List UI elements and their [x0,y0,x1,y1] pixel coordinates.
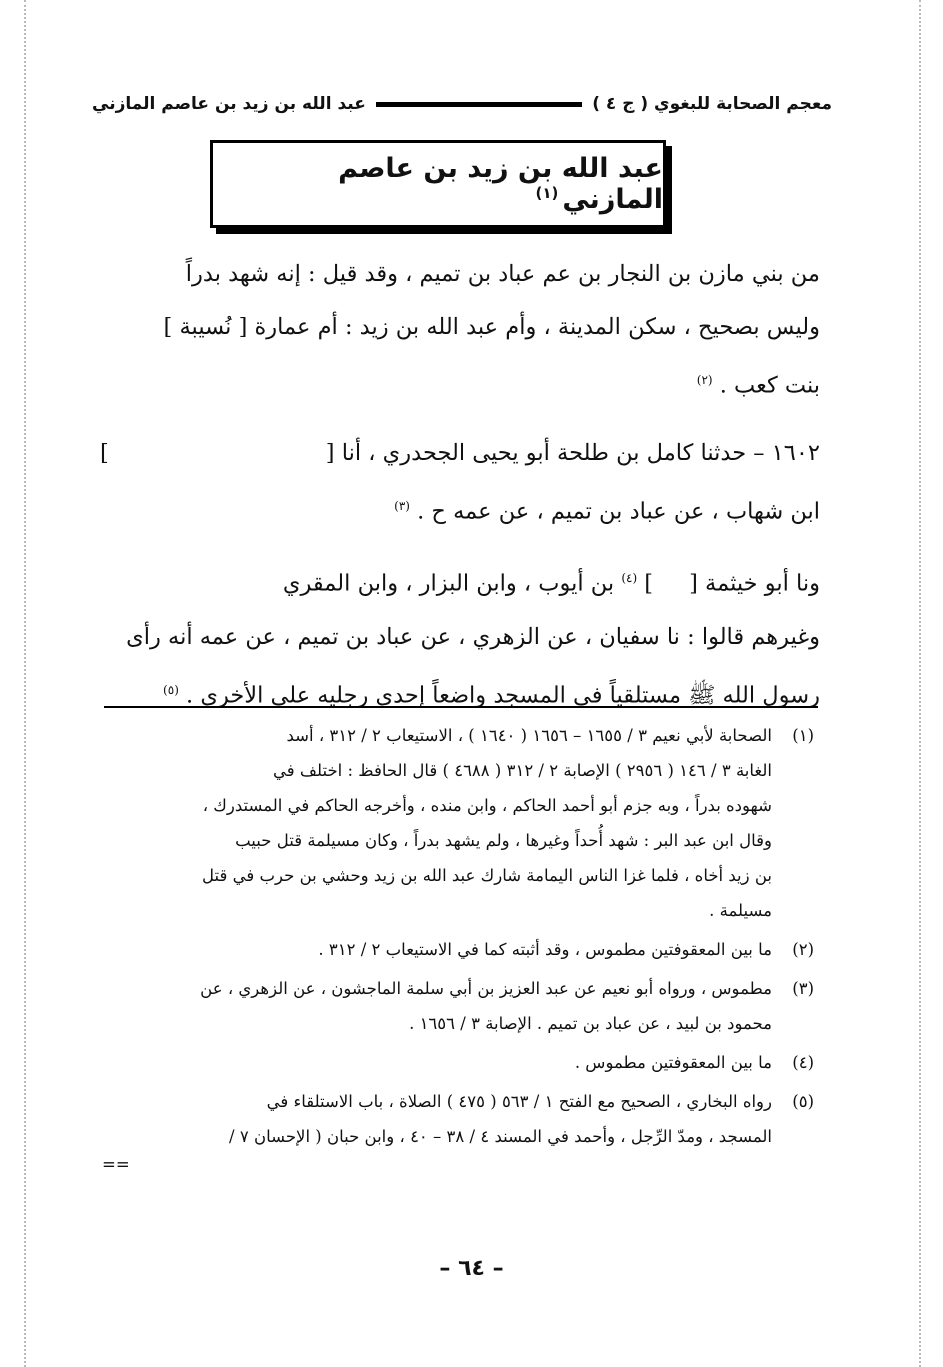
hadith-line-end: ] [100,439,109,466]
footnote-line: وقال ابن عبد البر : شهد أُحداً وغيرها ، ولم يشهد بدراً ، وكان مسيلمة قتل حبيب [235,831,772,850]
footnote-line: المسجد ، ومدّ الرِّجل ، وأحمد في المسند ٤ / ٣٨ – ٤٠ ، وابن حبان ( الإحسان ٧ / [229,1127,772,1146]
footnote-line: مطموس ، ورواه أبو نعيم عن عبد العزيز بن أبي سلمة الماجشون ، عن الزهري ، عن [200,979,772,998]
entry-title: عبد الله بن زيد بن عاصم المازني [92,94,366,114]
chain-note-mark: (٣) [394,498,410,513]
intro-line-3 [100,354,820,413]
second-chain-rest: بن أيوب ، وابن البزار ، وابن المقري [282,570,615,597]
footnote-text [100,718,772,928]
footnote-number: (١) [792,726,814,745]
footnote-continuation-mark: == [102,1155,130,1174]
running-header [92,84,832,124]
title-box [210,140,666,228]
footnote-5 [100,1084,814,1176]
intro-line-2: وليس بصحيح ، سكن المدينة ، وأم عبد الله بن زيد : أم عمارة [ نُسيبة ] [163,314,820,340]
footnote-line: شهوده بدراً ، وبه جزم أبو أحمد الحاكم ، وابن منده ، وأخرجه الحاكم في المستدرك ، [202,796,772,815]
footnote-line: الغابة ٣ / ١٤٦ ( ٢٩٥٦ ) الإصابة ٢ / ٣١٢ ( ٤٦٨٨ ) قال الحافظ : اختلف في [273,761,772,780]
footnote-3 [100,971,814,1041]
footnote-number: (٢) [792,940,814,959]
chain-line [100,480,820,539]
footnote-line: رواه البخاري ، الصحيح مع الفتح ١ / ٥٦٣ ( ٤٧٥ ) الصلاة ، باب الاستلقاء في [266,1092,772,1111]
header-rule [376,102,582,107]
hadith-line-start: ١٦٠٢ – حدثنا كامل بن طلحة أبو يحيى الجحدري ، أنا [ [325,439,820,466]
second-chain-line [100,552,820,611]
intro-line-3-text: بنت كعب . [719,372,820,399]
footnote-text [100,1084,772,1176]
footnote-separator [104,706,818,708]
footnote-4 [100,1045,814,1080]
footnote-line: ما بين المعقوفتين مطموس ، وقد أثبته كما في الاستيعاب ٢ / ٣١٢ . [318,940,772,959]
left-margin-dots [24,0,26,1367]
matn-line-2-text: رسول الله ﷺ مستلقياً في المسجد واضعاً إحدى رجليه على الأخرى . [186,682,820,708]
chain-line-text: ابن شهاب ، عن عباد بن تميم ، عن عمه ح . [417,498,820,524]
footnote-line: مسيلمة . [709,901,772,920]
footnote-number: (٣) [792,979,814,998]
footnote-text [100,971,772,1041]
footnote-number: (٥) [792,1092,814,1111]
footnote-2 [100,932,814,967]
footnote-1 [100,718,814,928]
footnote-line: محمود بن لبيد ، عن عباد بن تميم . الإصابة ٣ / ١٦٥٦ . [409,1014,772,1033]
intro-note-mark: (٢) [696,373,713,387]
page-title [213,153,663,215]
page-title-text: عبد الله بن زيد بن عاصم المازني [338,153,663,215]
title-note-mark: (١) [535,184,559,202]
second-chain-start: ونا أبو خيثمة [ [689,570,820,597]
footnote-line: بن زيد أخاه ، فلما غزا الناس اليمامة شارك عبد الله بن زيد وحشي بن حرب في قتل [202,866,772,885]
footnote-number: (٤) [792,1053,814,1072]
intro-line-1: من بني مازن بن النجار بن عم عباد بن تميم ، وقد قيل : إنه شهد بدراً [185,261,820,287]
second-chain-note-mark: (٤) [621,571,638,585]
footnote-text [100,932,772,967]
footnote-line: الصحابة لأبي نعيم ٣ / ١٦٥٥ – ١٦٥٦ ( ١٦٤٠ ) ، الاستيعاب ٢ / ٣١٢ ، أسد [286,726,772,745]
matn-note-mark: (٥) [163,682,179,697]
main-text [100,248,820,722]
hadith-line [100,427,820,480]
page-number: – ٦٤ – [439,1256,504,1281]
footnote-line: ما بين المعقوفتين مطموس . [574,1053,772,1072]
matn-line-1: وغيرهم قالوا : نا سفيان ، عن الزهري ، عن عباد بن تميم ، عن عمه أنه رأى [126,623,820,650]
second-chain-bracket-close: ] [644,570,654,597]
book-title: معجم الصحابة للبغوي ( ج ٤ ) [592,94,832,114]
footnote-text [100,1045,772,1080]
matn-line-2 [100,664,820,723]
right-margin-dots [919,0,921,1367]
footnotes [100,718,814,1180]
